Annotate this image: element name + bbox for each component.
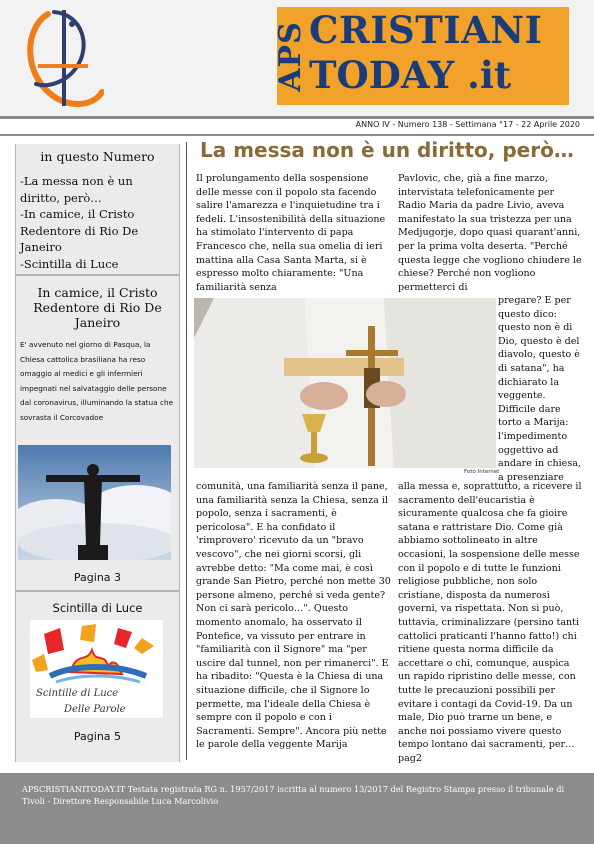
article-column-1-top: [196, 172, 392, 294]
scintilla-title: Scintilla di Luce: [52, 601, 143, 615]
article-column-2-wrap: [498, 294, 586, 484]
header-divider: [0, 116, 594, 119]
brand-line-2: TODAY .it: [309, 53, 512, 97]
brand-prefix: APS: [272, 20, 308, 92]
column-divider: [186, 142, 187, 760]
article-paragraph: comunità, una familiarità senza il pane, una familiarità senza la Chiesa, senza il popolo, senza i sacramenti, è pericolosa". E ha confidato il 'rimprovero' ricevuto da un "bravo vescovo", che nei giorni scorsi, gli avrebbe detto: "Ma come mai, è così grande San Pietro, perché non mette 30 persone almeno, perché si veda gente? Non ci sarà pericolo…". Questo momento anomalo, ha osservato il Pontefice, va vissuto per entrare in "familiarità con il Signore" ma "per uscire dal tunnel, non per rimanerci". E ha ribadito: "Questa è la Chiesa di una situazione difficile, che il Signore lo permette, ma l'ideale della Chiesa è sempre con il popolo e con i Sacramenti. Sempre". Ancora più nette le parole della veggente Marija: [196, 481, 391, 751]
toc-item[interactable]: -Scintilla di Luce: [20, 256, 119, 271]
toc-item[interactable]: diritto, però…: [20, 190, 102, 205]
priest-eucharist-photo: [194, 298, 496, 468]
scintilla-page-link[interactable]: Pagina 5: [73, 730, 122, 743]
footer: [0, 773, 594, 844]
article-headline: La messa non è un diritto, però…: [200, 138, 574, 162]
photo-caption: Foto Internet: [464, 469, 500, 475]
article-paragraph: Il prolungamento della sospensione delle messe con il popolo sta facendo salire l'amarezza e l'inquietudine tra i fedeli. L'insostenibilità della situazione ha stimolato l'intervento di papa Francesco che, nella sua omelia di ieri mattina alla Casa Santa Marta, si è espresso molto chiaramente: "Una familiarità senza: [196, 173, 386, 293]
brand-line-1: CRISTIANI: [309, 8, 543, 52]
footer-legal-text: APSCRISTIANITODAY.IT Testata registrata RG n. 1957/2017 iscritta al numero 13/2017 del Registro Stampa presso il tribunale di Tivoli - Direttore Responsabile Luca Marcolivio: [22, 784, 565, 806]
scintilla-logo-icon: [30, 620, 163, 718]
toc-item[interactable]: Redentore di Rio De: [20, 223, 139, 238]
sidebar: [15, 144, 180, 762]
article-column-2-bottom: [398, 480, 584, 765]
scintilla-logo: [30, 620, 163, 718]
issue-line: ANNO IV - Numero 138 - Settimana °17 - 22 Aprile 2020: [355, 120, 580, 129]
story-text: E' avvenuto nel giorno di Pasqua, la Chiesa cattolica brasiliana ha reso omaggio al medici e gli infermieri impegnati nel salvataggio delle persone dal coronavirus, illuminando la statua che sovrasta il Corcovadoe: [20, 340, 174, 422]
sidebar-divider: [16, 590, 179, 592]
masthead: [0, 0, 594, 118]
article-paragraph: alla messa e, soprattutto, a ricevere il sacramento dell'eucaristia è sicuramente qualcosa che fa gioire satana e rattristare Dio. Come già abbiamo sottolineato in altre occasioni, la sospensione delle messe con il popolo e di tutte le funzioni religiose pubbliche, non solo cristiane, disposta da numerosi governi, va rispettata. Non si può, tuttavia, criminalizzare (persino tanti cattolici praticanti l'hanno fatto!) chi ritiene questa norma difficile da accettare o chi, comunque, auspica un rapido ripristino delle messe, con tutte le precauzioni possibili per evitare i contagi da Covid-19. Da un male, Dio può trarne un bene, e anche noi possiamo vivere questo tempo lontano dai sacramenti, per… pag2: [398, 481, 582, 764]
toc-title: in questo Numero: [40, 149, 155, 164]
toc-item[interactable]: -La messa non è un: [20, 174, 133, 188]
sidebar-divider: [16, 274, 179, 276]
brand-logo: [272, 7, 569, 105]
article-column-2-top: [398, 172, 584, 294]
article-column-1-bottom: [196, 480, 392, 752]
issue-divider: [0, 134, 594, 136]
fish-cross-logo-icon: [18, 6, 104, 110]
toc-item[interactable]: -In camice, il Cristo: [20, 207, 135, 221]
scintilla-logo-text: Scintille di Luce: [36, 688, 119, 699]
story-title: In camice, il Cristo Redentore di Rio De Janeiro: [33, 285, 162, 330]
scintilla-logo-text: Delle Parole: [64, 704, 126, 715]
christ-redeemer-photo: [18, 445, 171, 560]
article-paragraph: Pavlovic, che, già a fine marzo, intervistata telefonicamente per Radio Maria da padre Livio, aveva manifestato la sua tristezza per una Medjugorje, dopo quasi quarant'anni, per la prima volta deserta. "Perché questa legge che vogliono chiudere le chiese? Perché non vogliono permetterci di: [398, 173, 582, 293]
toc-list: [20, 173, 176, 272]
toc-item[interactable]: Janeiro: [20, 240, 62, 254]
article-paragraph: pregare? E per questo dico: questo non è di Dio, questo è del diavolo, questo è di satana", ha dichiarato la veggente. Difficile dare torto a Marija: l'impedimento oggettivo ad andare in chiesa, a presenziare: [498, 295, 581, 483]
story-page-link[interactable]: Pagina 3: [73, 571, 122, 584]
